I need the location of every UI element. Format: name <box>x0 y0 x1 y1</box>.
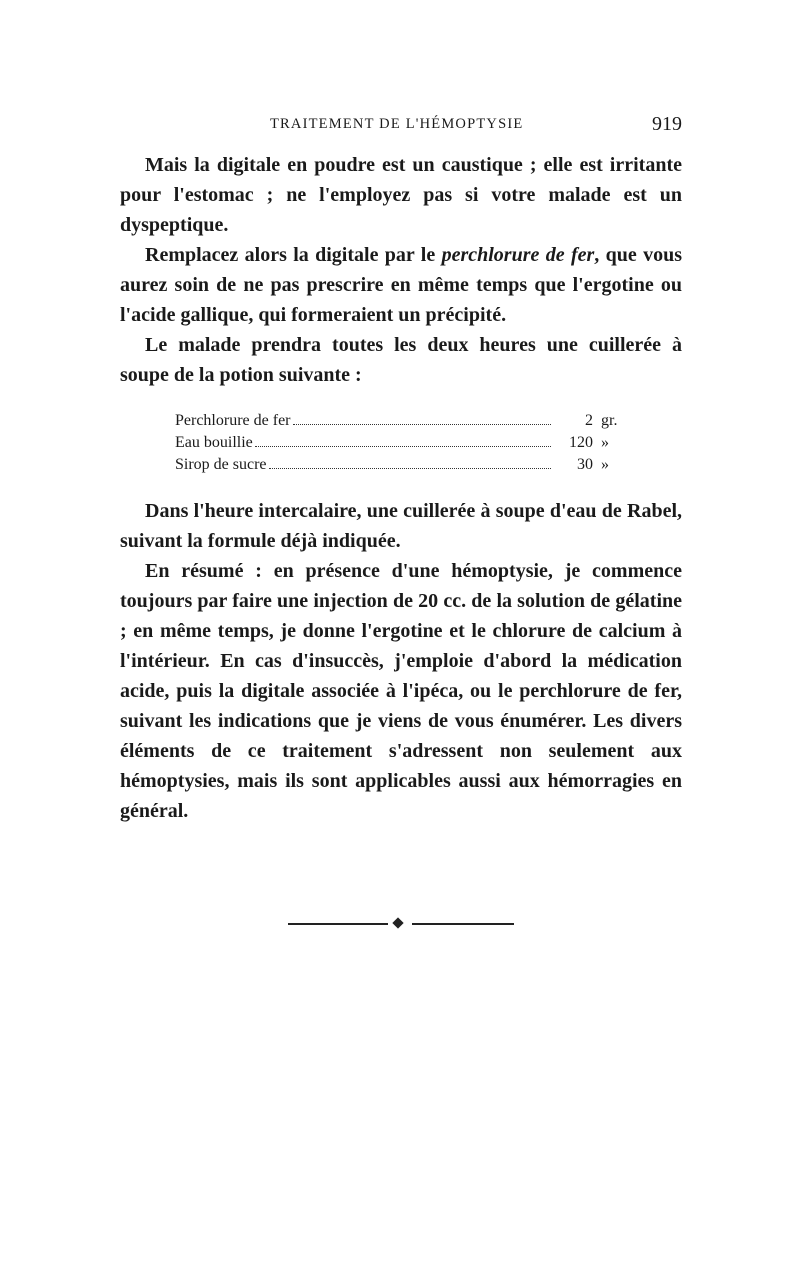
prescription-formula <box>175 410 645 476</box>
formula-quantity: 30 <box>577 456 593 473</box>
paragraph-potion-intro: Le malade prendra toutes les deux heures une cuillerée à soupe de la potion suivante : <box>120 334 682 386</box>
dot-leader <box>293 423 552 425</box>
ornament-rule-left <box>288 923 388 925</box>
end-ornament <box>288 918 514 930</box>
formula-line <box>175 410 645 432</box>
paragraph-resume: En résumé : en présence d'une hémoptysie, je commence toujours par faire une injection de 20 cc. de la solution de gélatine ; en même temps, je donne l'ergotine et le chlorure de calcium à l'intérieur. En cas d'insuccès, j'emploie d'abord la médication acide, puis la digitale associée à l'ipéca, ou le perchlorure de fer, suivant les indications que je viens de vous énumérer. Les divers éléments de ce traitement s'adressent non seulement aux hémoptysies, mais ils sont applicables aussi aux hémorragies en général. <box>120 560 682 822</box>
dot-leader <box>269 467 551 469</box>
paragraph-digitale-caustique: Mais la digitale en poudre est un caustique ; elle est irritante pour l'estomac ; ne l'employez pas si votre malade est un dyspeptique. <box>120 154 682 236</box>
body-text <box>120 150 682 826</box>
formula-ingredient: Eau bouillie <box>175 434 253 451</box>
formula-unit: » <box>601 456 609 473</box>
paragraph-perchlorure-tail: , que vous aurez soin de ne pas prescrire en même temps que l'ergotine ou l'acide gallique, qui formeraient un précipité. <box>120 244 682 326</box>
ornament-diamond-icon <box>392 917 403 928</box>
paragraph-perchlorure <box>120 240 682 330</box>
formula-unit: gr. <box>601 412 618 429</box>
dot-leader <box>255 445 551 447</box>
page-number: 919 <box>652 113 682 135</box>
formula-line <box>175 454 645 476</box>
paragraph-eau-de-rabel: Dans l'heure intercalaire, une cuillerée à soupe d'eau de Rabel, suivant la formule déjà indiquée. <box>120 500 682 552</box>
running-head <box>120 113 682 138</box>
formula-ingredient: Perchlorure de fer <box>175 412 291 429</box>
paragraph-perchlorure-lead: Remplacez alors la digitale par le <box>145 244 442 266</box>
formula-unit: » <box>601 434 609 451</box>
emphasis-perchlorure-de-fer: perchlorure de fer <box>441 244 595 266</box>
running-title: TRAITEMENT DE L'HÉMOPTYSIE <box>270 116 524 132</box>
formula-line <box>175 432 645 454</box>
formula-quantity: 120 <box>569 434 593 451</box>
formula-ingredient: Sirop de sucre <box>175 456 267 473</box>
ornament-rule-right <box>412 923 514 925</box>
formula-quantity: 2 <box>585 412 593 429</box>
